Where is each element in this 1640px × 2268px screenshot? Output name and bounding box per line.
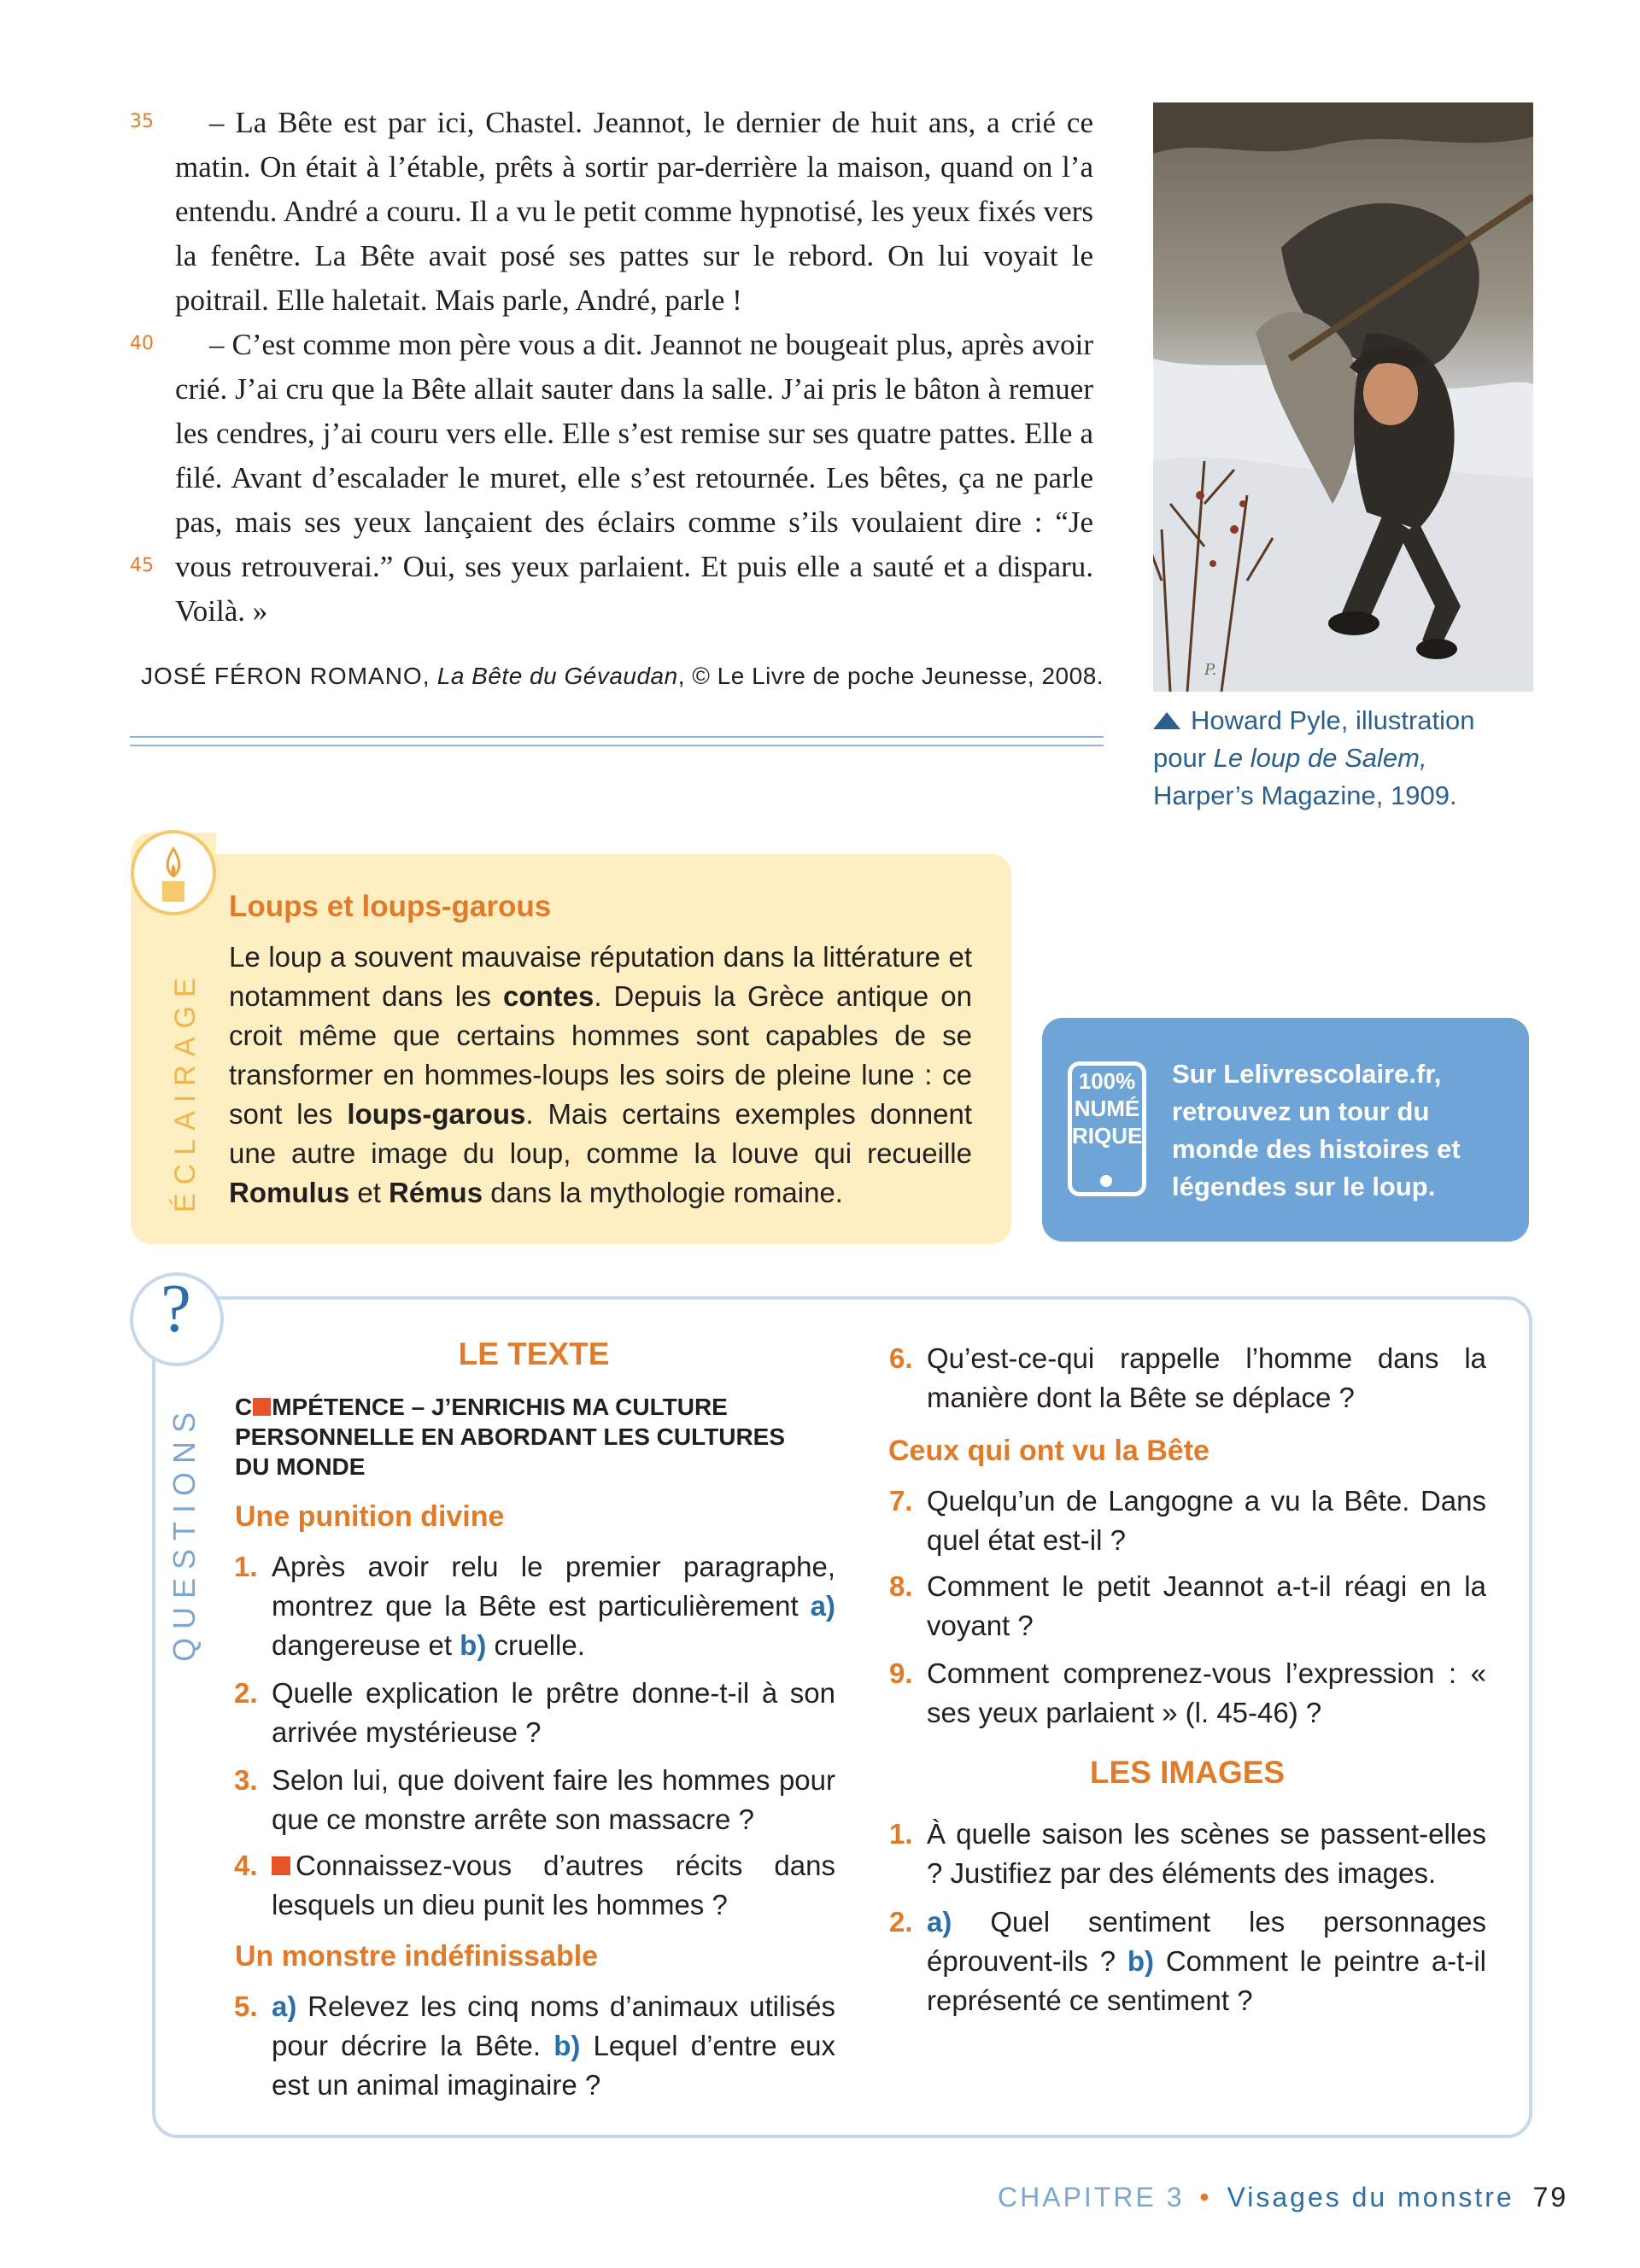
- eclairage-text: Le loup a souvent mauvaise réputation dans la littérature et notamment dans les contes. Depuis la Grèce antique on croit même que certains hommes sont capables de se transformer en hommes-loups les soirs de pleine lune : ce sont les loups-garous. Mais certains exemples donnent une autre image du loup, comme la louve qui recueille Romulus et Rémus dans la mythologie romaine.: [229, 941, 972, 1208]
- bullet-icon: •: [1199, 2182, 1212, 2212]
- divider: [130, 736, 1104, 738]
- question-item: 9. Comment comprenez-vous l’expression : « ses yeux parlaient » (l. 45-46) ?: [889, 1657, 1486, 1728]
- question-mark-icon: ?: [161, 1271, 191, 1347]
- subheading: Un monstre indéfinissable: [235, 1940, 599, 1973]
- chapter-label: CHAPITRE 3: [998, 2182, 1185, 2212]
- triangle-up-icon: [1153, 712, 1180, 729]
- keyword: Rémus: [389, 1177, 483, 1208]
- question-item: 2. a) Quel sentiment les personnages éprouvent-ils ? b) Comment le peintre a-t-il représenté ce sentiment ?: [889, 1906, 1486, 2016]
- question-item: 2. Quelle explication le prêtre donne-t-il à son arrivée mystérieuse ?: [234, 1677, 835, 1748]
- square-bullet-icon: [253, 1398, 271, 1416]
- keyword: loups-garous: [347, 1098, 526, 1130]
- image-caption: [1153, 702, 1563, 815]
- question-item: 5. a) Relevez les cinq noms d’animaux utilisés pour décrire la Bête. b) Lequel d’entre eux est un animal imaginaire ?: [234, 1990, 835, 2101]
- question-item: 1. À quelle saison les scènes se passent-elles ? Justifiez par des éléments des images.: [889, 1818, 1486, 1889]
- candle-icon: [131, 830, 216, 915]
- question-item: 8. Comment le petit Jeannot a-t-il réagi en la voyant ?: [889, 1570, 1486, 1641]
- keyword: contes: [502, 980, 594, 1012]
- credit-title: La Bête du Gévaudan: [436, 663, 678, 689]
- eclairage-title: Loups et loups-garous: [229, 890, 552, 923]
- svg-text:P.: P.: [1204, 661, 1217, 679]
- question-item: 6. Qu’est-ce-qui rappelle l’homme dans la manière dont la Bête se déplace ?: [889, 1342, 1486, 1413]
- question-item: 4. Connaissez-vous d’autres récits dans lesquels un dieu punit les hommes ?: [234, 1850, 835, 1920]
- line-number: 45: [130, 555, 154, 576]
- questions-vertical-label: [162, 1380, 205, 1662]
- story-paragraph: – La Bête est par ici, Chastel. Jeannot, le dernier de huit ans, a crié ce matin. On était à l’étable, prêts à sortir par-derrière la maison, quand on l’a entendu. André a couru. Il a vu le petit comme hypnotisé, les yeux fixés vers la fenêtre. La Bête avait posé ses pattes sur le rebord. On lui voyait le poitrail. Elle haletait. Mais parle, André, parle !: [175, 106, 1093, 317]
- question-item: 7. Quelqu’un de Langogne a vu la Bête. Dans quel état est-il ?: [889, 1485, 1486, 1556]
- story-paragraph: – C’est comme mon père vous a dit. Jeannot ne bougeait plus, après avoir crié. J’ai cru que la Bête allait sauter dans la salle. J’ai pris le bâton à remuer les cendres, j’ai couru vers elle. Elle s’est remise sur ses quatre pattes. Elle a filé. Avant d’escalader le muret, elle s’est retournée. Les bêtes, ça ne parle pas, mais ses yeux lançaient des éclairs comme s’ils voulaient dire : “Je vous retrouverai.” Oui, ses yeux parlaient. Et puis elle a sauté et a disparu. Voilà. »: [175, 328, 1093, 628]
- section-heading: LES IMAGES: [1089, 1755, 1286, 1790]
- story-text: [175, 101, 1093, 634]
- competence: C MPÉTENCE – J’ENRICHIS MA CULTURE PERSONNELLE EN ABORDANT LES CULTURES DU MONDE: [235, 1394, 786, 1480]
- caption-line: Harper’s Magazine, 1909.: [1153, 780, 1457, 810]
- illustration-painting: [1153, 102, 1533, 692]
- keyword: Romulus: [229, 1177, 350, 1208]
- section-heading: LE TEXTE: [458, 1336, 610, 1371]
- subheading: Ceux qui ont vu la Bête: [888, 1435, 1210, 1467]
- divider: [130, 745, 1104, 746]
- eclairage-vertical-label: [169, 939, 203, 1213]
- caption-pour: pour: [1153, 743, 1214, 773]
- credit-rest: , © Le Livre de poche Jeunesse, 2008.: [677, 663, 1104, 689]
- svg-text:ÉCLAIRAGE: ÉCLAIRAGE: [169, 969, 202, 1213]
- page-footer: [998, 2182, 1568, 2213]
- svg-text:QUESTIONS: QUESTIONS: [167, 1403, 202, 1662]
- caption-line: Howard Pyle, illustration: [1191, 705, 1475, 735]
- line-number: 35: [130, 111, 154, 132]
- chapter-title: Visages du monstre: [1227, 2182, 1514, 2212]
- page-number: 79: [1532, 2182, 1569, 2212]
- numerique-link-text[interactable]: Sur Lelivrescolaire.fr, retrouvez un tour du monde des histoires et légendes sur le loup.: [1172, 1059, 1461, 1201]
- painting-svg: [1153, 102, 1533, 692]
- line-number: 40: [130, 333, 154, 354]
- source-credit: [141, 663, 1104, 690]
- question-item: 1. Après avoir relu le premier paragraphe, montrez que la Bête est particulièrement a) dangereuse et b) cruelle.: [234, 1551, 835, 1661]
- subheading: Une punition divine: [235, 1500, 505, 1533]
- square-bullet-icon: [272, 1856, 290, 1875]
- caption-title: Le loup de Salem,: [1213, 743, 1427, 773]
- phone-icon: 100% NUMÉ RIQUE: [1068, 1061, 1146, 1196]
- question-item: 3. Selon lui, que doivent faire les hommes pour que ce monstre arrête son massacre ?: [234, 1764, 835, 1835]
- credit-author: JOSÉ FÉRON ROMANO,: [141, 663, 430, 689]
